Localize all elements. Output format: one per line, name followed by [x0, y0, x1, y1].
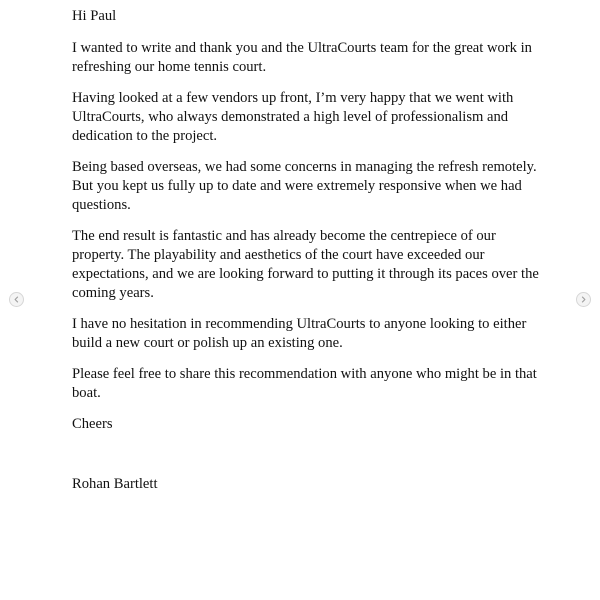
paragraph-line: Having looked at a few vendors up front, I’m very happy that we went with	[72, 90, 514, 106]
paragraph-line: questions.	[72, 197, 131, 213]
chevron-right-icon	[580, 296, 587, 303]
previous-button[interactable]	[9, 292, 24, 307]
paragraph-line: Please feel free to share this recommendation with anyone who might be in that	[72, 366, 537, 382]
letter-body	[72, 7, 539, 494]
paragraph-line: Being based overseas, we had some concerns in managing the refresh remotely.	[72, 159, 537, 175]
chevron-left-icon	[13, 296, 20, 303]
paragraph-line: But you kept us fully up to date and were extremely responsive when we had	[72, 178, 522, 194]
next-button[interactable]	[576, 292, 591, 307]
paragraph-thanks	[72, 39, 530, 77]
paragraph-line: property. The playability and aesthetics of the court have exceeded our	[72, 247, 485, 263]
paragraph-line: build a new court or polish up an existing one.	[72, 335, 343, 351]
paragraph-line: I wanted to write and thank you and the UltraCourts team for the great work in	[72, 40, 532, 56]
signature-name: Rohan Bartlett	[72, 476, 158, 492]
paragraph-recommend	[72, 315, 530, 353]
salutation: Hi Paul	[72, 8, 117, 24]
paragraph-line: The end result is fantastic and has already become the centrepiece of our	[72, 228, 496, 244]
paragraph-line: refreshing our home tennis court.	[72, 59, 267, 75]
paragraph-line: coming years.	[72, 285, 154, 301]
paragraph-result	[72, 227, 539, 303]
paragraph-line: I have no hesitation in recommending UltraCourts to anyone looking to either	[72, 316, 527, 332]
paragraph-overseas	[72, 158, 537, 215]
paragraph-share	[72, 365, 537, 403]
paragraph-line: expectations, and we are looking forward to putting it through its paces over the	[72, 266, 539, 282]
paragraph-vendors	[72, 89, 530, 146]
closing: Cheers	[72, 416, 113, 432]
paragraph-line: boat.	[72, 385, 101, 401]
paragraph-line: dedication to the project.	[72, 128, 218, 144]
paragraph-line: UltraCourts, who always demonstrated a high level of professionalism and	[72, 109, 509, 125]
